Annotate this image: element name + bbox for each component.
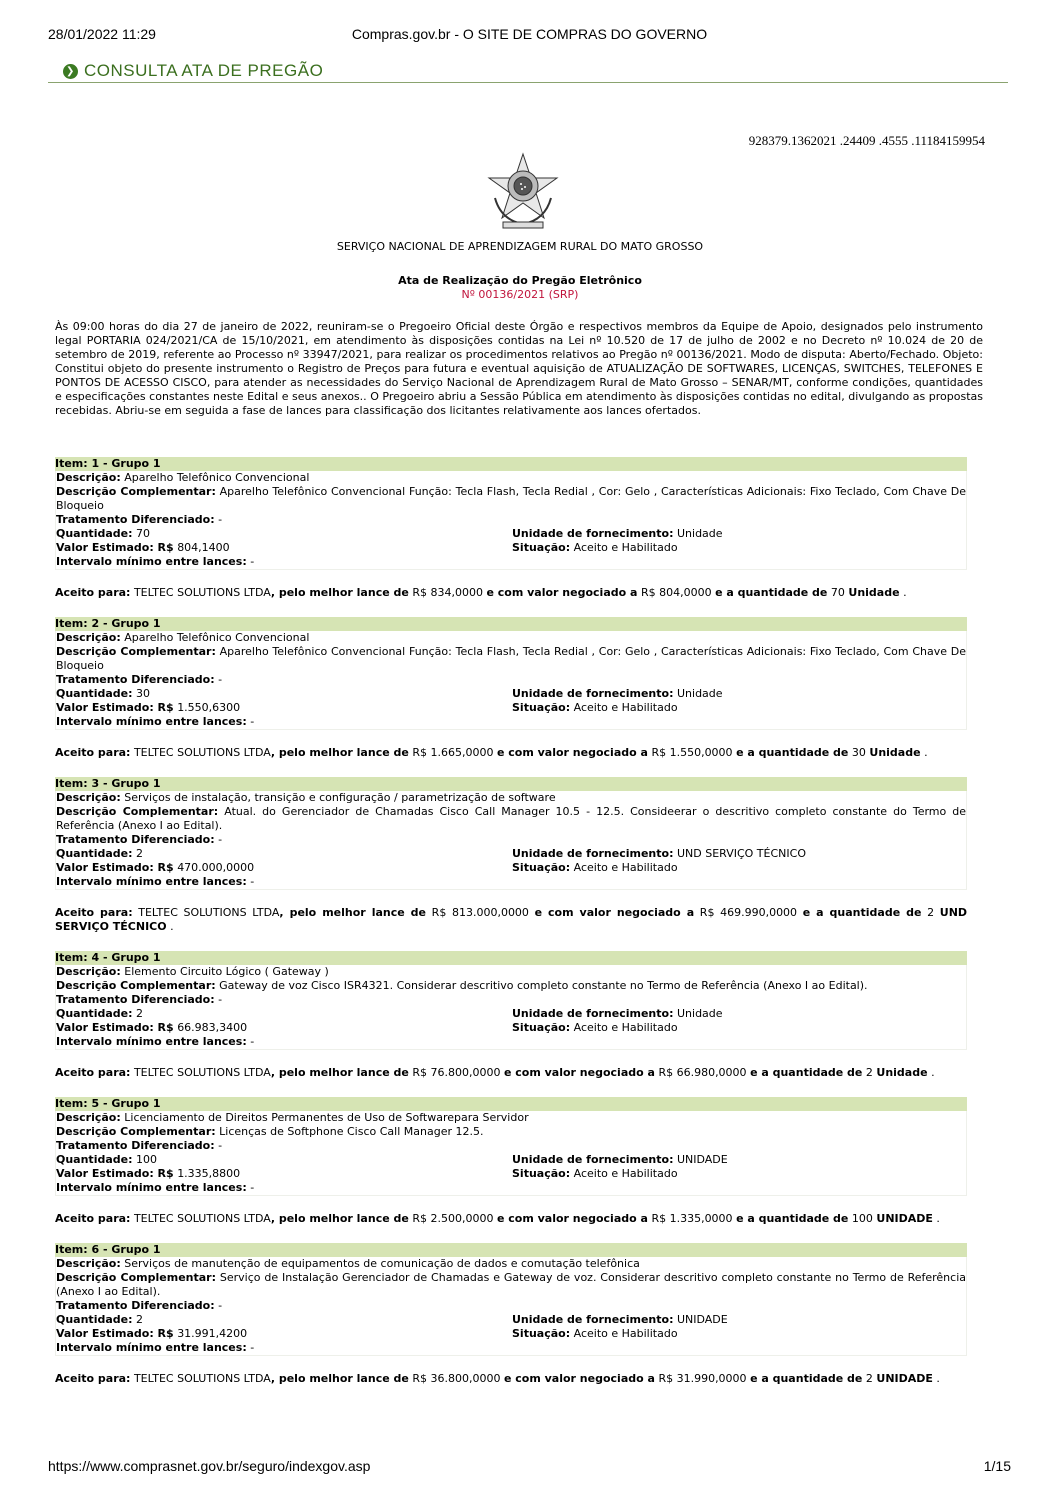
complement-value: Serviço de Instalação Gerenciador de Chamadas e Gateway de voz. Considerar descritivo completo constante no Termo de Referência (Anexo I ao Edital). [56,1271,966,1298]
final-quantity-label: e a quantidade de [802,906,922,919]
final-quantity-label: e a quantidade de [750,1066,863,1079]
item-quantity-row [56,1007,966,1021]
description-label: Descrição: [56,1257,121,1270]
best-bid-value: R$ 2.500,0000 [412,1212,494,1225]
final-unit-value: UNIDADE [876,1212,933,1225]
estimated-value-label: Valor Estimado: R$ [56,861,174,874]
status-cell [512,861,966,875]
item-heading: Item: 5 - Grupo 1 [55,1097,967,1111]
sentence-end: . [936,1212,940,1225]
accepted-for-label: Aceito para: [55,1212,131,1225]
accepted-for-label: Aceito para: [55,1372,131,1385]
item-heading: Item: 1 - Grupo 1 [55,457,967,471]
item-block [55,617,967,760]
accepted-summary [55,906,967,934]
interval-label: Intervalo mínimo entre lances: [56,1181,247,1194]
status-value: Aceito e Habilitado [573,1021,678,1034]
accepted-for-label: Aceito para: [55,746,131,759]
negotiated-value: R$ 1.550,0000 [651,746,733,759]
final-quantity-label: e a quantidade de [715,586,828,599]
supply-unit-value: UND SERVIÇO TÉCNICO [676,847,806,860]
complement-value: Atual. do Gerenciador de Chamadas Cisco Call Manager 10.5 - 12.5. Consideerar o descritivo completo constante do Termo de Referência (Anexo I ao Edital). [56,805,967,832]
interval-label: Intervalo mínimo entre lances: [56,875,247,888]
supplier-name: TELTEC SOLUTIONS LTDA [133,1066,271,1079]
supply-unit-cell [512,687,966,701]
negotiated-value: R$ 31.990,0000 [658,1372,747,1385]
interval-value: - [250,1181,255,1194]
quantity-cell [56,527,512,541]
best-bid-label: , pelo melhor lance de [270,586,409,599]
item-treatment-row [56,1139,966,1153]
quantity-value: 2 [136,1007,143,1020]
complement-label: Descrição Complementar: [56,1125,216,1138]
status-label: Situação: [512,1021,571,1034]
item-complement-row [56,979,966,993]
accepted-summary [55,586,967,600]
complement-label: Descrição Complementar: [56,1271,217,1284]
status-value: Aceito e Habilitado [573,541,678,554]
description-value: Aparelho Telefônico Convencional [124,631,310,644]
sentence-end: . [936,1372,940,1385]
quantity-value: 30 [136,687,150,700]
item-value-row [56,861,966,875]
interval-label: Intervalo mínimo entre lances: [56,1341,247,1354]
print-footer [48,1458,1011,1476]
ata-title: Ata de Realização do Pregão Eletrônico [398,274,642,287]
status-label: Situação: [512,541,571,554]
estimated-value: 470.000,0000 [177,861,255,874]
final-unit-value: UNIDADE [876,1372,933,1385]
description-label: Descrição: [56,471,121,484]
status-cell [512,541,966,555]
best-bid-label: , pelo melhor lance de [279,906,427,919]
quantity-value: 100 [136,1153,157,1166]
complement-label: Descrição Complementar: [56,645,216,658]
final-quantity-value: 30 [851,746,866,759]
item-interval-row [56,1035,966,1049]
quantity-value: 70 [136,527,150,540]
accepted-for-label: Aceito para: [55,906,133,919]
item-description-row [56,1257,966,1271]
item-description-row [56,1111,966,1125]
accepted-summary [55,1212,967,1226]
description-label: Descrição: [56,791,121,804]
complement-value: Aparelho Telefônico Convencional Função: Tecla Flash, Tecla Redial , Cor: Gelo , Características Adicionais: Fixo Teclado, Com Chave De Bloqueio [56,645,966,672]
status-cell [512,701,966,715]
final-quantity-value: 2 [927,906,935,919]
item-description-row [56,791,966,805]
status-label: Situação: [512,701,571,714]
interval-label: Intervalo mínimo entre lances: [56,715,247,728]
double-arrow-icon: ❯ [63,64,78,79]
status-label: Situação: [512,1327,571,1340]
ata-number: Nº 00136/2021 (SRP) [461,288,579,301]
quantity-label: Quantidade: [56,1153,133,1166]
quantity-label: Quantidade: [56,687,133,700]
interval-label: Intervalo mínimo entre lances: [56,555,247,568]
estimated-value-cell [56,1327,512,1341]
item-interval-row [56,1341,966,1355]
status-cell [512,1167,966,1181]
supply-unit-value: Unidade [676,1007,723,1020]
negotiated-label: e com valor negociado a [486,586,638,599]
item-complement-row [56,1271,966,1299]
treatment-label: Tratamento Diferenciado: [56,1139,215,1152]
treatment-label: Tratamento Diferenciado: [56,513,215,526]
negotiated-label: e com valor negociado a [496,1212,648,1225]
description-label: Descrição: [56,965,121,978]
estimated-value-label: Valor Estimado: R$ [56,701,174,714]
estimated-value: 31.991,4200 [177,1327,248,1340]
brazil-coat-of-arms-icon [481,150,565,234]
final-quantity-label: e a quantidade de [736,1212,849,1225]
description-label: Descrição: [56,1111,121,1124]
item-description-row [56,965,966,979]
quantity-cell [56,1007,512,1021]
estimated-value-label: Valor Estimado: R$ [56,1167,174,1180]
estimated-value: 1.550,6300 [177,701,241,714]
item-heading: Item: 3 - Grupo 1 [55,777,967,791]
item-details [55,1257,967,1356]
complement-label: Descrição Complementar: [56,979,216,992]
supply-unit-cell [512,1153,966,1167]
status-cell [512,1327,966,1341]
items-list [55,457,967,1403]
quantity-cell [56,847,512,861]
supply-unit-value: Unidade [676,687,723,700]
item-heading: Item: 2 - Grupo 1 [55,617,967,631]
organization-name: SERVIÇO NACIONAL DE APRENDIZAGEM RURAL DO MATO GROSSO [336,240,704,253]
quantity-value: 2 [136,847,143,860]
supplier-name: TELTEC SOLUTIONS LTDA [133,746,271,759]
negotiated-value: R$ 804,0000 [640,586,712,599]
description-label: Descrição: [56,631,121,644]
negotiated-value: R$ 469.990,0000 [699,906,798,919]
supplier-name: TELTEC SOLUTIONS LTDA [133,586,271,599]
final-unit-value: UND SERVIÇO TÉCNICO [55,906,968,933]
header-divider [48,82,1008,83]
item-complement-row [56,805,966,833]
quantity-cell [56,1153,512,1167]
item-treatment-row [56,993,966,1007]
final-quantity-value: 2 [865,1066,873,1079]
item-interval-row [56,1181,966,1195]
print-header [48,26,1011,44]
sentence-end: . [170,920,174,933]
item-value-row [56,1021,966,1035]
treatment-label: Tratamento Diferenciado: [56,833,215,846]
status-value: Aceito e Habilitado [573,861,678,874]
quantity-label: Quantidade: [56,1007,133,1020]
final-quantity-label: e a quantidade de [750,1372,863,1385]
section-title-text: CONSULTA ATA DE PREGÃO [84,61,324,80]
final-quantity-value: 100 [851,1212,873,1225]
supplier-name: TELTEC SOLUTIONS LTDA [133,1372,271,1385]
supplier-name: TELTEC SOLUTIONS LTDA [138,906,280,919]
description-value: Licenciamento de Direitos Permanentes de Uso de Softwarepara Servidor [124,1111,529,1124]
item-treatment-row [56,1299,966,1313]
supply-unit-label: Unidade de fornecimento: [512,687,674,700]
best-bid-value: R$ 36.800,0000 [412,1372,501,1385]
treatment-value: - [218,673,223,686]
final-unit-value: Unidade [848,586,900,599]
complement-value: Licenças de Softphone Cisco Call Manager 12.5. [219,1125,484,1138]
item-value-row [56,1167,966,1181]
status-value: Aceito e Habilitado [573,701,678,714]
treatment-value: - [218,1139,223,1152]
item-heading: Item: 6 - Grupo 1 [55,1243,967,1257]
final-unit-value: Unidade [876,1066,928,1079]
description-value: Elemento Circuito Lógico ( Gateway ) [124,965,329,978]
item-quantity-row [56,1153,966,1167]
supply-unit-cell [512,847,966,861]
supply-unit-value: UNIDADE [676,1313,728,1326]
supply-unit-value: Unidade [676,527,723,540]
best-bid-label: , pelo melhor lance de [270,746,409,759]
best-bid-value: R$ 1.665,0000 [412,746,494,759]
status-label: Situação: [512,1167,571,1180]
supplier-name: TELTEC SOLUTIONS LTDA [133,1212,271,1225]
interval-value: - [250,715,255,728]
item-interval-row [56,715,966,729]
item-details [55,631,967,730]
status-label: Situação: [512,861,571,874]
item-heading: Item: 4 - Grupo 1 [55,951,967,965]
estimated-value-label: Valor Estimado: R$ [56,1327,174,1340]
item-interval-row [56,875,966,889]
interval-value: - [250,1035,255,1048]
negotiated-label: e com valor negociado a [534,906,695,919]
interval-value: - [250,875,255,888]
item-quantity-row [56,1313,966,1327]
item-value-row [56,1327,966,1341]
description-value: Serviços de manutenção de equipamentos de comunicação de dados e comutação telefônica [124,1257,640,1270]
item-description-row [56,471,966,485]
item-complement-row [56,485,966,513]
quantity-cell [56,1313,512,1327]
supply-unit-value: UNIDADE [676,1153,728,1166]
best-bid-label: , pelo melhor lance de [270,1212,409,1225]
item-details [55,791,967,890]
item-description-row [56,631,966,645]
negotiated-label: e com valor negociado a [496,746,648,759]
accepted-summary [55,1372,967,1386]
estimated-value-label: Valor Estimado: R$ [56,1021,174,1034]
description-value: Aparelho Telefônico Convencional [124,471,310,484]
interval-value: - [250,555,255,568]
supply-unit-label: Unidade de fornecimento: [512,1153,674,1166]
supply-unit-label: Unidade de fornecimento: [512,847,674,860]
item-quantity-row [56,527,966,541]
estimated-value-cell [56,541,512,555]
sentence-end: . [924,746,928,759]
treatment-label: Tratamento Diferenciado: [56,993,215,1006]
print-site-title: Compras.gov.br - O SITE DE COMPRAS DO GOVERNO [351,26,708,42]
estimated-value-cell [56,861,512,875]
item-interval-row [56,555,966,569]
supply-unit-cell [512,1007,966,1021]
item-quantity-row [56,847,966,861]
quantity-value: 2 [136,1313,143,1326]
interval-value: - [250,1341,255,1354]
document-code: 928379.1362021 .24409 .4555 .11184159954 [748,133,985,148]
supply-unit-label: Unidade de fornecimento: [512,1007,674,1020]
item-treatment-row [56,513,966,527]
accepted-for-label: Aceito para: [55,586,131,599]
supply-unit-label: Unidade de fornecimento: [512,1313,674,1326]
estimated-value: 1.335,8800 [177,1167,241,1180]
accepted-summary [55,746,967,760]
estimated-value-cell [56,1167,512,1181]
estimated-value-label: Valor Estimado: R$ [56,541,174,554]
interval-label: Intervalo mínimo entre lances: [56,1035,247,1048]
item-block [55,1097,967,1226]
status-value: Aceito e Habilitado [573,1327,678,1340]
estimated-value-cell [56,701,512,715]
final-quantity-value: 2 [865,1372,873,1385]
item-complement-row [56,1125,966,1139]
estimated-value: 66.983,3400 [177,1021,248,1034]
best-bid-value: R$ 76.800,0000 [412,1066,501,1079]
best-bid-label: , pelo melhor lance de [270,1372,409,1385]
complement-label: Descrição Complementar: [56,485,216,498]
negotiated-label: e com valor negociado a [503,1372,655,1385]
status-cell [512,1021,966,1035]
accepted-for-label: Aceito para: [55,1066,131,1079]
item-treatment-row [56,833,966,847]
item-details [55,965,967,1050]
item-value-row [56,701,966,715]
estimated-value-cell [56,1021,512,1035]
treatment-value: - [218,513,223,526]
item-quantity-row [56,687,966,701]
complement-label: Descrição Complementar: [56,805,219,818]
item-value-row [56,541,966,555]
supply-unit-cell [512,527,966,541]
complement-value: Gateway de voz Cisco ISR4321. Considerar descritivo completo constante no Termo de Referência (Anexo I ao Edital). [219,979,868,992]
complement-value: Aparelho Telefônico Convencional Função: Tecla Flash, Tecla Redial , Cor: Gelo , Características Adicionais: Fixo Teclado, Com Chave De Bloqueio [56,485,966,512]
negotiated-value: R$ 1.335,0000 [651,1212,733,1225]
final-quantity-label: e a quantidade de [736,746,849,759]
final-unit-value: Unidade [869,746,921,759]
sentence-end: . [903,586,907,599]
print-datetime: 28/01/2022 11:29 [48,26,156,42]
negotiated-value: R$ 66.980,0000 [658,1066,747,1079]
quantity-label: Quantidade: [56,527,133,540]
quantity-cell [56,687,512,701]
quantity-label: Quantidade: [56,847,133,860]
item-treatment-row [56,673,966,687]
section-title [63,60,323,82]
best-bid-label: , pelo melhor lance de [270,1066,409,1079]
treatment-label: Tratamento Diferenciado: [56,1299,215,1312]
treatment-label: Tratamento Diferenciado: [56,673,215,686]
item-block [55,457,967,600]
status-value: Aceito e Habilitado [573,1167,678,1180]
sentence-end: . [931,1066,935,1079]
accepted-summary [55,1066,967,1080]
intro-paragraph: Às 09:00 horas do dia 27 de janeiro de 2022, reuniram-se o Pregoeiro Oficial deste Órgão e respectivos membros da Equipe de Apoio, designados pelo instrumento legal PORTARIA 024/2021/CA de 15/10/2021, em atendimento às disposições contidas na Lei nº 10.520 de 17 de julho de 2002 e no Decreto nº 10.024 de 20 de setembro de 2019, referente ao Processo nº 33947/2021, para realizar os procedimentos relativos ao Pregão nº 00136/2021. Modo de disputa: Aberto/Fechado. Objeto: Constitui objeto do presente instrumento o Registro de Preços para futura e eventual aquisição de ATUALIZAÇÃO DE SOFTWARES, LICENÇAS, SWITCHES, TELEFONES E PONTOS DE ACESSO CISCO, para atender as necessidades do Serviço Nacional de Aprendizagem Rural de Mato Grosso – SENAR/MT, conforme condições, quantidades e especificações constantes neste Edital e seus anexos.. O Pregoeiro abriu a Sessão Pública em atendimento às disposições contidas no edital, divulgando as propostas recebidas. Abriu-se em seguida a fase de lances para classificação dos licitantes relativamente aos lances ofertados. [55,320,983,417]
item-complement-row [56,645,966,673]
estimated-value: 804,1400 [177,541,230,554]
item-details [55,1111,967,1196]
best-bid-value: R$ 834,0000 [412,586,483,599]
print-url: https://www.comprasnet.gov.br/seguro/indexgov.asp [48,1458,371,1474]
quantity-label: Quantidade: [56,1313,133,1326]
negotiated-label: e com valor negociado a [503,1066,655,1079]
description-value: Serviços de instalação, transição e configuração / parametrização de software [124,791,556,804]
treatment-value: - [218,833,223,846]
page-number: 1/15 [983,1458,1011,1474]
treatment-value: - [218,1299,223,1312]
item-details [55,471,967,570]
supply-unit-cell [512,1313,966,1327]
supply-unit-label: Unidade de fornecimento: [512,527,674,540]
item-block [55,951,967,1080]
item-block [55,777,967,934]
treatment-value: - [218,993,223,1006]
final-quantity-value: 70 [830,586,845,599]
item-block [55,1243,967,1386]
best-bid-value: R$ 813.000,0000 [431,906,529,919]
